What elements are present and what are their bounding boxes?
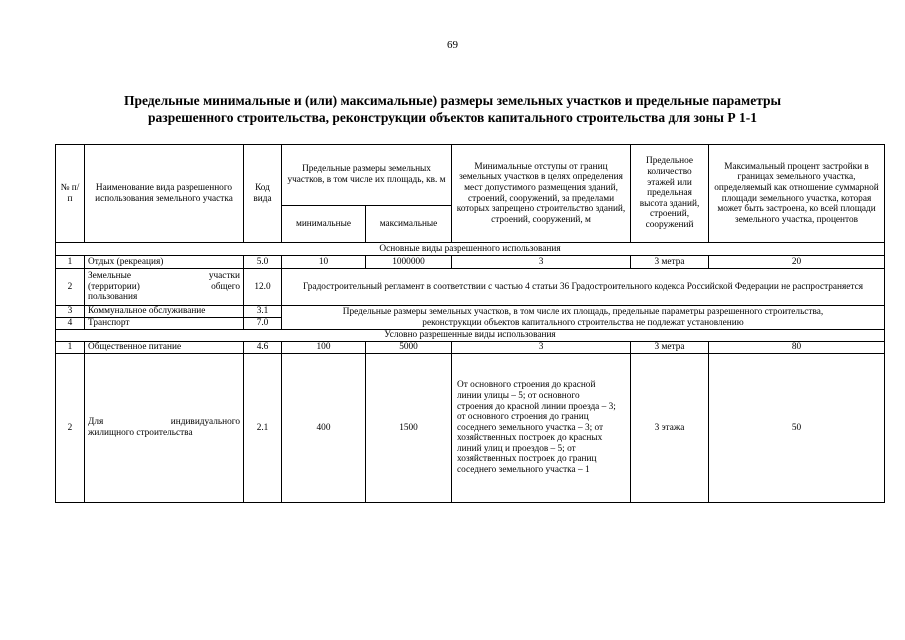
header-name: Наименование вида разрешенного использования земельного участка	[85, 145, 244, 243]
row-setback: 3	[452, 342, 631, 354]
row-setback: От основного строения до красной линии улицы – 5; от основного строения до красной линии проезда – 3; от основного строения до границ соседнего земельного участка – 3; от хозяйственных построек до красных линий улиц и проездов – 5; от хозяйственных построек до границ соседнего земельного участка – 1	[452, 354, 631, 503]
header-coverage: Максимальный процент застройки в границах земельного участка, определяемый как отношение суммарной площади земельного участка, которая может быть застроена, ко всей площади земельного участка, процентов	[709, 145, 885, 243]
header-num: № п/п	[56, 145, 85, 243]
row-name: Общественное питание	[85, 342, 244, 354]
section-main	[56, 243, 885, 256]
row-name: Коммунальное обслуживание	[85, 306, 244, 318]
row-name	[85, 354, 244, 503]
table-row	[56, 342, 885, 354]
row-code: 4.6	[244, 342, 282, 354]
row-code: 7.0	[244, 318, 282, 330]
row-name-line: Для индивидуального	[88, 417, 240, 428]
row-name-line: пользования	[88, 292, 138, 303]
row-name: Отдых (рекреация)	[85, 256, 244, 269]
header-code: Код вида	[244, 145, 282, 243]
row-num: 2	[56, 269, 85, 306]
row-code: 2.1	[244, 354, 282, 503]
row-max: 1000000	[366, 256, 452, 269]
row-num: 4	[56, 318, 85, 330]
row-num: 1	[56, 342, 85, 354]
row-name-line: (территории) общего	[88, 281, 240, 292]
section-main-label: Основные виды разрешенного использования	[56, 243, 885, 256]
header-max: максимальные	[366, 206, 452, 243]
row-coverage: 80	[709, 342, 885, 354]
row-code: 12.0	[244, 269, 282, 306]
row-regulation-note: Градостроительный регламент в соответствии с частью 4 статьи 36 Градостроительного кодекса Российской Федерации не распространяется	[282, 269, 885, 306]
row-floors: 3 метра	[631, 342, 709, 354]
section-conditional-label: Условно разрешенные виды использования	[56, 330, 885, 342]
row-name	[85, 269, 244, 306]
title-line-2: разрешенного строительства, реконструкции объектов капитального строительства для зоны Р 1-1	[148, 110, 757, 125]
header-min: минимальные	[282, 206, 366, 243]
row-code: 3.1	[244, 306, 282, 318]
table-row	[56, 354, 885, 503]
limits-note-line-1: Предельные размеры земельных участков, в том числе их площадь, предельные параметры разрешенного строительства,	[342, 306, 824, 317]
document-title	[60, 92, 845, 126]
row-limits-note	[282, 306, 885, 330]
row-min: 10	[282, 256, 366, 269]
row-floors: 3 метра	[631, 256, 709, 269]
row-coverage: 20	[709, 256, 885, 269]
parameters-table	[55, 144, 885, 503]
row-coverage: 50	[709, 354, 885, 503]
row-num: 1	[56, 256, 85, 269]
row-min: 400	[282, 354, 366, 503]
row-max: 1500	[366, 354, 452, 503]
limits-note-line-2: реконструкции объектов капитального строительства не подлежат установлению	[422, 317, 744, 328]
title-line-1: Предельные минимальные и (или) максимальные) размеры земельных участков и предельные параметры	[123, 93, 782, 108]
table-row	[56, 256, 885, 269]
row-name-line: Земельные участки	[88, 271, 240, 282]
row-floors: 3 этажа	[631, 354, 709, 503]
row-num: 3	[56, 306, 85, 318]
page-number: 69	[447, 39, 458, 51]
header-floors: Предельное количество этажей или предельная высота зданий, строений, сооружений	[631, 145, 709, 243]
header-setbacks: Минимальные отступы от границ земельных участков в целях определения мест допустимого размещения зданий, строений, сооружений, за пределами которых запрещено строительство зданий, строений, сооружений, м	[452, 145, 631, 243]
row-setback: 3	[452, 256, 631, 269]
row-min: 100	[282, 342, 366, 354]
row-code: 5.0	[244, 256, 282, 269]
section-conditional	[56, 330, 885, 342]
row-num: 2	[56, 354, 85, 503]
row-name: Транспорт	[85, 318, 244, 330]
table-row	[56, 306, 885, 318]
row-max: 5000	[366, 342, 452, 354]
header-sizes: Предельные размеры земельных участков, в том числе их площадь, кв. м	[282, 145, 452, 206]
row-name-line: жилищного строительства	[88, 428, 193, 438]
header-row-1	[56, 145, 885, 206]
table-row	[56, 269, 885, 306]
